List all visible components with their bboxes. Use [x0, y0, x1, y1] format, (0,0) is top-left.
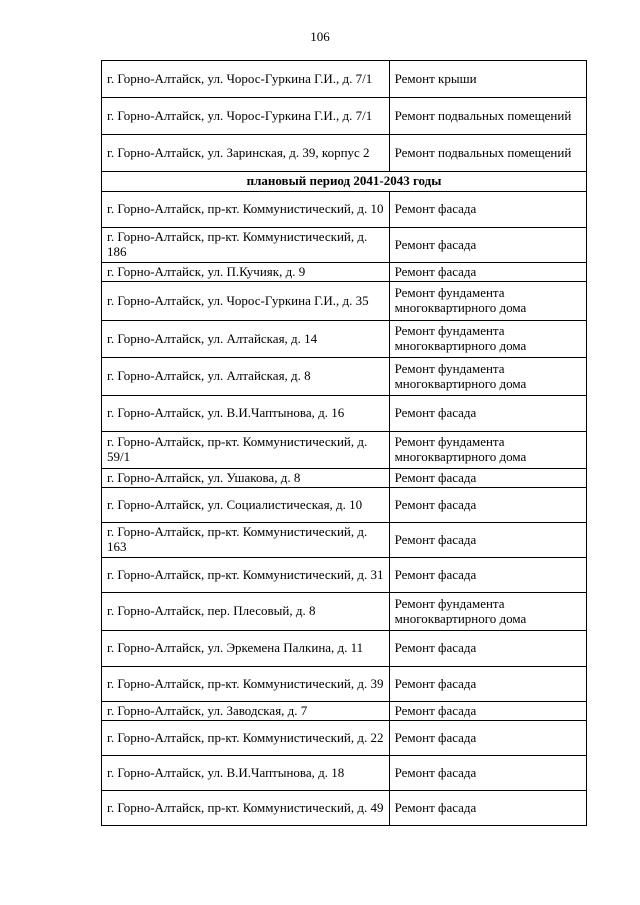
work-type-cell: Ремонт крыши [389, 61, 586, 98]
work-type-cell: Ремонт фасада [389, 469, 586, 488]
table-body [102, 61, 587, 826]
address-cell: г. Горно-Алтайск, ул. Заринская, д. 39, корпус 2 [102, 135, 390, 172]
works-table [101, 60, 587, 826]
table-row [102, 135, 587, 172]
work-type-cell: Ремонт фасада [389, 192, 586, 228]
address-cell: г. Горно-Алтайск, ул. Эркемена Палкина, д. 11 [102, 631, 390, 667]
work-type-cell: Ремонт фасада [389, 558, 586, 593]
work-type-cell: Ремонт фасада [389, 791, 586, 826]
table-row [102, 282, 587, 321]
work-type-cell: Ремонт фасада [389, 631, 586, 667]
table-row [102, 558, 587, 593]
table-row [102, 488, 587, 523]
table-row [102, 321, 587, 358]
address-cell: г. Горно-Алтайск, ул. Социалистическая, д. 10 [102, 488, 390, 523]
table-row [102, 702, 587, 721]
address-cell: г. Горно-Алтайск, ул. Чорос-Гуркина Г.И., д. 7/1 [102, 98, 390, 135]
table-row [102, 469, 587, 488]
address-cell: г. Горно-Алтайск, ул. Алтайская, д. 8 [102, 358, 390, 396]
address-cell: г. Горно-Алтайск, ул. Алтайская, д. 14 [102, 321, 390, 358]
table-row [102, 358, 587, 396]
table-row [102, 593, 587, 631]
table-row [102, 631, 587, 667]
page-number: 106 [310, 29, 330, 44]
table-row [102, 263, 587, 282]
address-cell: г. Горно-Алтайск, пр-кт. Коммунистический, д. 22 [102, 721, 390, 756]
work-type-cell: Ремонт фасада [389, 721, 586, 756]
address-cell: г. Горно-Алтайск, пр-кт. Коммунистический, д. 59/1 [102, 432, 390, 469]
table-row [102, 228, 587, 263]
table-row [102, 98, 587, 135]
work-type-cell: Ремонт фасада [389, 488, 586, 523]
work-type-cell: Ремонт фасада [389, 756, 586, 791]
work-type-cell: Ремонт подвальных помещений [389, 98, 586, 135]
table-row [102, 721, 587, 756]
address-cell: г. Горно-Алтайск, пр-кт. Коммунистический, д. 39 [102, 667, 390, 702]
address-cell: г. Горно-Алтайск, пер. Плесовый, д. 8 [102, 593, 390, 631]
work-type-cell: Ремонт фундамента многоквартирного дома [389, 321, 586, 358]
work-type-cell: Ремонт фасада [389, 702, 586, 721]
address-cell: г. Горно-Алтайск, ул. П.Кучияк, д. 9 [102, 263, 390, 282]
table-row [102, 791, 587, 826]
address-cell: г. Горно-Алтайск, ул. Чорос-Гуркина Г.И., д. 7/1 [102, 61, 390, 98]
work-type-cell: Ремонт фасада [389, 523, 586, 558]
work-type-cell: Ремонт фундамента многоквартирного дома [389, 282, 586, 321]
address-cell: г. Горно-Алтайск, пр-кт. Коммунистический, д. 31 [102, 558, 390, 593]
table-row [102, 192, 587, 228]
work-type-cell: Ремонт подвальных помещений [389, 135, 586, 172]
address-cell: г. Горно-Алтайск, ул. Заводская, д. 7 [102, 702, 390, 721]
work-type-cell: Ремонт фасада [389, 263, 586, 282]
work-type-cell: Ремонт фасада [389, 396, 586, 432]
section-header-row [102, 172, 587, 192]
address-cell: г. Горно-Алтайск, ул. В.И.Чаптынова, д. 16 [102, 396, 390, 432]
address-cell: г. Горно-Алтайск, ул. В.И.Чаптынова, д. 18 [102, 756, 390, 791]
address-cell: г. Горно-Алтайск, ул. Чорос-Гуркина Г.И., д. 35 [102, 282, 390, 321]
work-type-cell: Ремонт фундамента многоквартирного дома [389, 432, 586, 469]
address-cell: г. Горно-Алтайск, пр-кт. Коммунистический, д. 10 [102, 192, 390, 228]
address-cell: г. Горно-Алтайск, пр-кт. Коммунистический, д. 163 [102, 523, 390, 558]
table-row [102, 756, 587, 791]
work-type-cell: Ремонт фасада [389, 228, 586, 263]
table-row [102, 396, 587, 432]
section-title: плановый период 2041-2043 годы [102, 172, 587, 192]
work-type-cell: Ремонт фундамента многоквартирного дома [389, 358, 586, 396]
address-cell: г. Горно-Алтайск, ул. Ушакова, д. 8 [102, 469, 390, 488]
table-row [102, 432, 587, 469]
work-type-cell: Ремонт фундамента многоквартирного дома [389, 593, 586, 631]
table-row [102, 61, 587, 98]
work-type-cell: Ремонт фасада [389, 667, 586, 702]
address-cell: г. Горно-Алтайск, пр-кт. Коммунистический, д. 186 [102, 228, 390, 263]
address-cell: г. Горно-Алтайск, пр-кт. Коммунистический, д. 49 [102, 791, 390, 826]
table-row [102, 667, 587, 702]
table-row [102, 523, 587, 558]
